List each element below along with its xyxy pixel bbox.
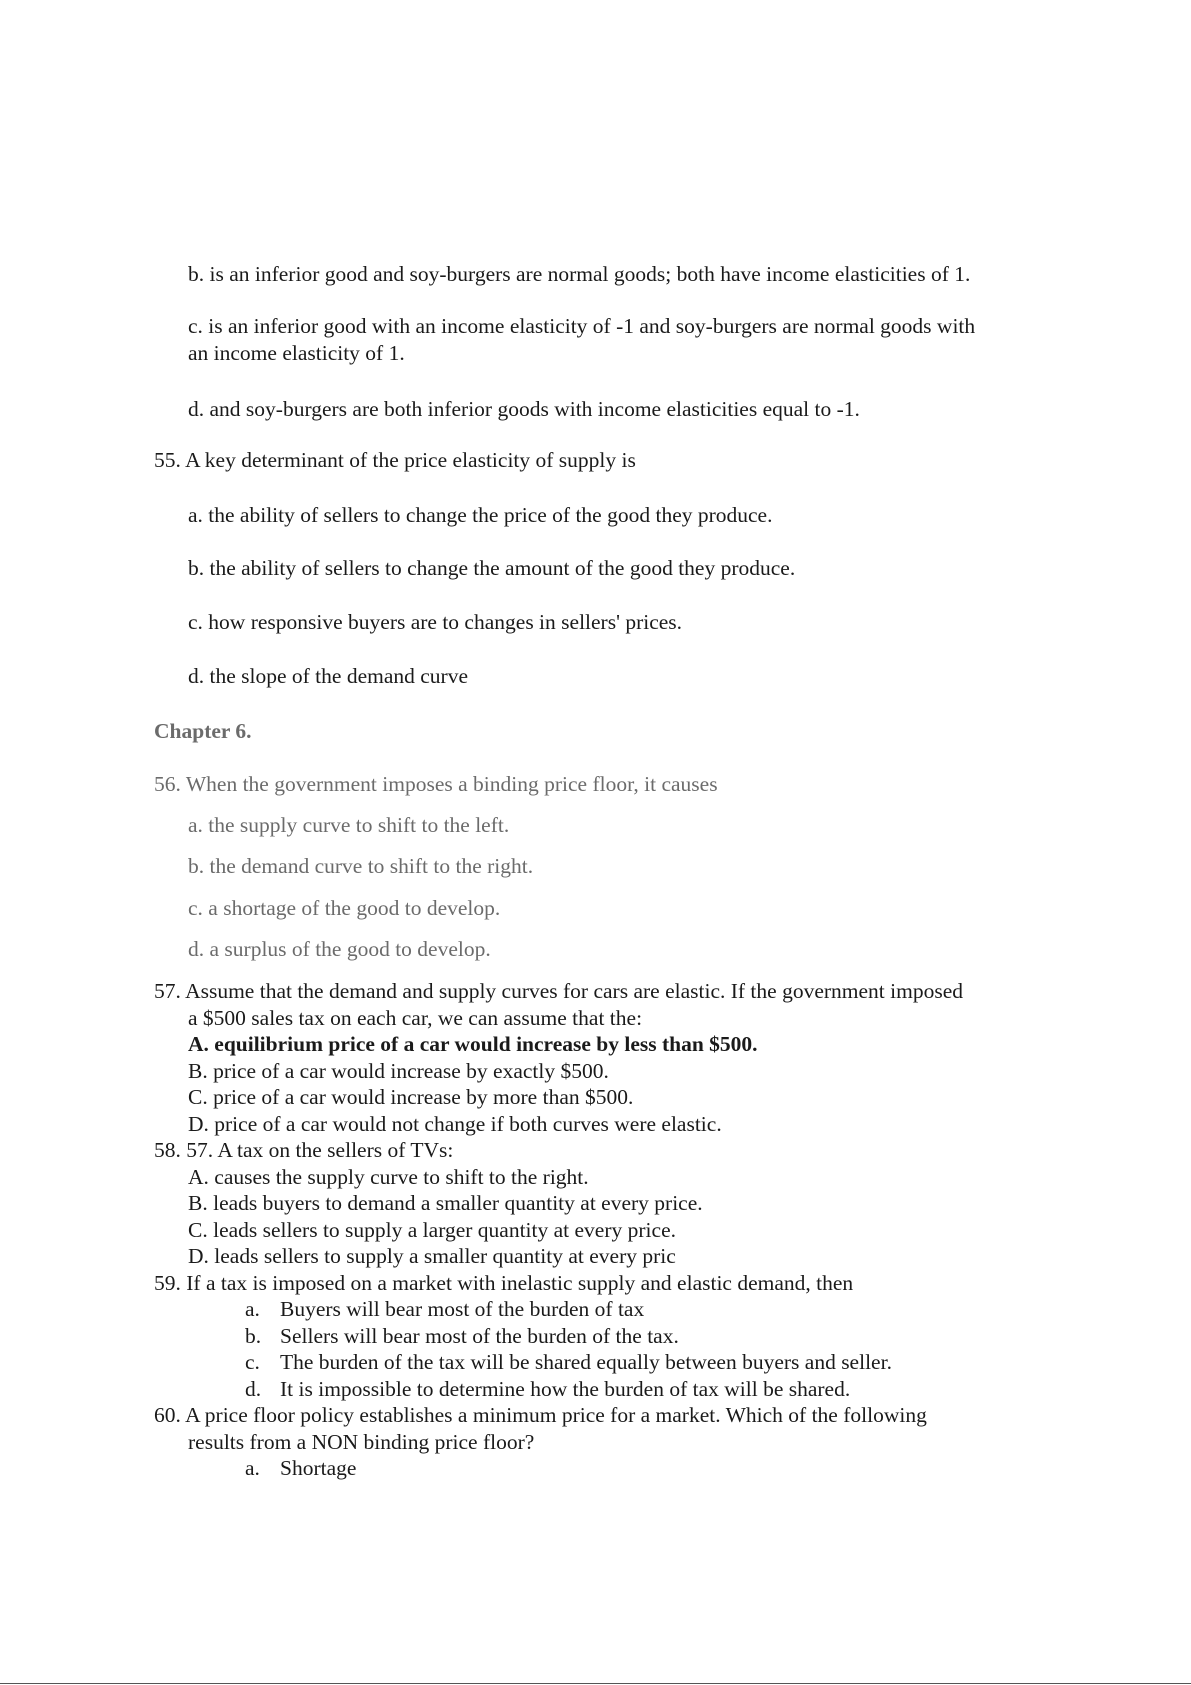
q56-option-b: b. the demand curve to shift to the right. bbox=[188, 854, 534, 878]
q58-stem: 58. 57. A tax on the sellers of TVs: bbox=[154, 1138, 454, 1162]
q59-option bbox=[245, 1349, 892, 1375]
q60-stem-line1: 60. A price floor policy establishes a minimum price for a market. Which of the following bbox=[154, 1403, 927, 1427]
q57-option-c: C. price of a car would increase by more than $500. bbox=[188, 1085, 634, 1109]
q59-option bbox=[245, 1296, 644, 1322]
option-text: It is impossible to determine how the burden of tax will be shared. bbox=[280, 1377, 851, 1401]
q54-option-d: d. and soy-burgers are both inferior goods with income elasticities equal to -1. bbox=[188, 397, 860, 421]
q58-option-a: A. causes the supply curve to shift to the right. bbox=[188, 1165, 589, 1189]
q56-option-a: a. the supply curve to shift to the left. bbox=[188, 813, 510, 837]
q56-option-d: d. a surplus of the good to develop. bbox=[188, 937, 491, 961]
q58-option-c: C. leads sellers to supply a larger quantity at every price. bbox=[188, 1218, 676, 1242]
q57-stem-line2: a $500 sales tax on each car, we can assume that the: bbox=[188, 1006, 643, 1030]
q59-stem: 59. If a tax is imposed on a market with inelastic supply and elastic demand, then bbox=[154, 1271, 854, 1295]
option-marker: a. bbox=[245, 1456, 260, 1480]
option-text: The burden of the tax will be shared equally between buyers and seller. bbox=[280, 1350, 892, 1374]
q55-option-c: c. how responsive buyers are to changes in sellers' prices. bbox=[188, 610, 683, 634]
q55-option-d: d. the slope of the demand curve bbox=[188, 664, 469, 688]
q55-option-b: b. the ability of sellers to change the amount of the good they produce. bbox=[188, 556, 796, 580]
q60-stem-line2: results from a NON binding price floor? bbox=[188, 1430, 535, 1454]
q57-stem-line1: 57. Assume that the demand and supply curves for cars are elastic. If the government imposed bbox=[154, 979, 964, 1003]
q57-option-d: D. price of a car would not change if both curves were elastic. bbox=[188, 1112, 722, 1136]
q56-option-c: c. a shortage of the good to develop. bbox=[188, 896, 501, 920]
q54-option-c-line1: c. is an inferior good with an income elasticity of -1 and soy-burgers are normal goods with bbox=[188, 314, 976, 338]
q54-option-c-line2: an income elasticity of 1. bbox=[188, 341, 405, 365]
q57-option-a-answer: A. equilibrium price of a car would increase by less than $500. bbox=[188, 1032, 758, 1056]
q58-option-d: D. leads sellers to supply a smaller quantity at every pric bbox=[188, 1244, 676, 1268]
option-marker: b. bbox=[245, 1324, 262, 1348]
option-text: Sellers will bear most of the burden of the tax. bbox=[280, 1324, 679, 1348]
option-marker: a. bbox=[245, 1297, 260, 1321]
option-text: Shortage bbox=[280, 1456, 357, 1480]
option-marker: c. bbox=[245, 1350, 260, 1374]
q54-option-b: b. is an inferior good and soy-burgers are normal goods; both have income elasticities of 1. bbox=[188, 262, 971, 286]
q55-stem: 55. A key determinant of the price elasticity of supply is bbox=[154, 448, 636, 472]
option-marker: d. bbox=[245, 1377, 262, 1401]
q55-option-a: a. the ability of sellers to change the price of the good they produce. bbox=[188, 503, 773, 527]
page-bottom-rule bbox=[0, 1683, 1191, 1684]
q58-option-b: B. leads buyers to demand a smaller quantity at every price. bbox=[188, 1191, 703, 1215]
chapter-heading: Chapter 6. bbox=[154, 719, 252, 743]
option-text: Buyers will bear most of the burden of tax bbox=[280, 1297, 645, 1321]
q60-option bbox=[245, 1455, 356, 1481]
q56-stem: 56. When the government imposes a binding price floor, it causes bbox=[154, 772, 718, 796]
q59-option bbox=[245, 1323, 679, 1349]
q57-option-b: B. price of a car would increase by exactly $500. bbox=[188, 1059, 609, 1083]
q59-option bbox=[245, 1376, 850, 1402]
